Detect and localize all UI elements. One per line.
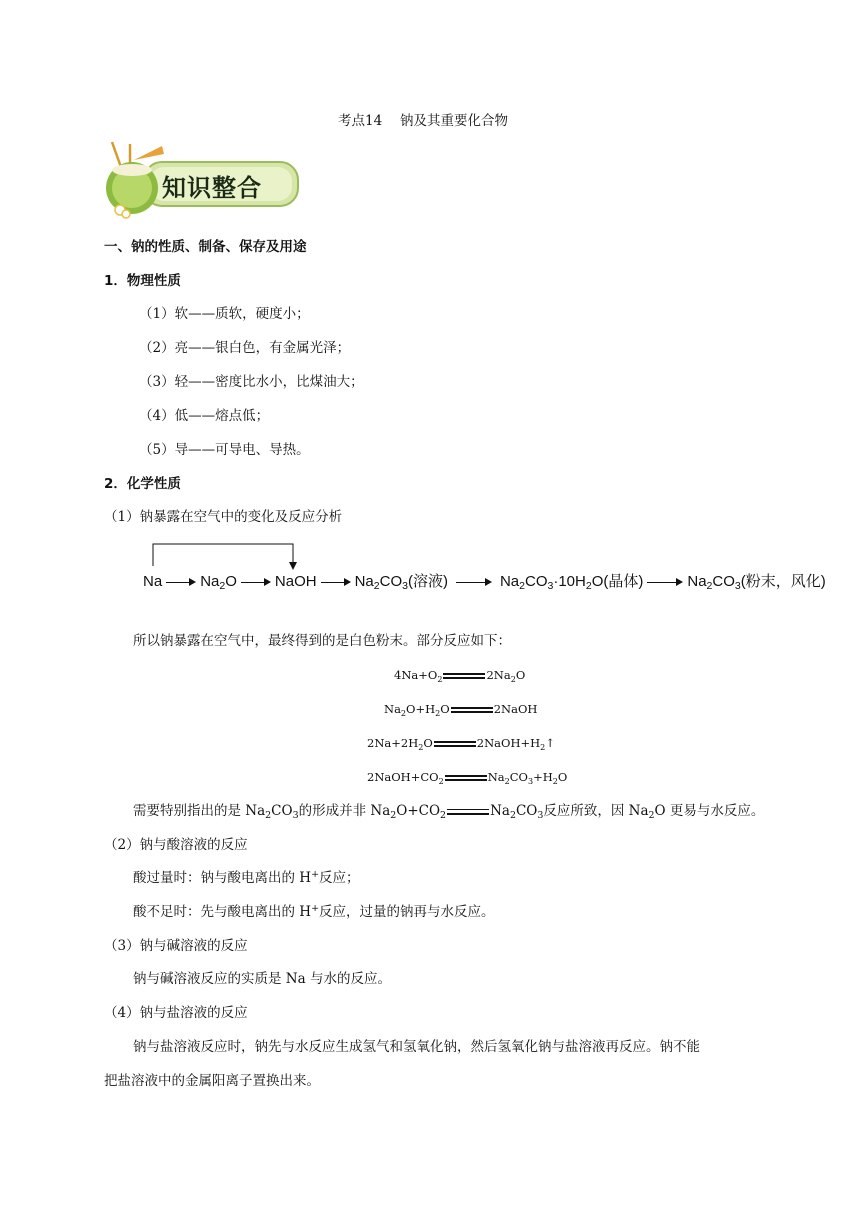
equals-sign bbox=[434, 740, 476, 748]
physical-item: （4）低——熔点低； bbox=[139, 408, 270, 424]
paragraph: 把盐溶液中的金属阳离子置换出来。 bbox=[104, 1073, 320, 1089]
chain-node: $Na_2CO_3$(溶液) bbox=[354, 573, 448, 592]
chain-node: $Na_2CO_3$(粉末，风化) bbox=[687, 573, 826, 592]
equals-sign bbox=[447, 808, 489, 816]
physical-item: （5）导——可导电、导热。 bbox=[139, 442, 310, 458]
section-heading: 一、钠的性质、制备、保存及用途 bbox=[104, 239, 307, 255]
chain-node: NaOH bbox=[274, 573, 317, 590]
equation: $2Na+2H_2O$ $2NaOH+H_2↑$ bbox=[367, 736, 555, 752]
subsection-heading: （4）钠与盐溶液的反应 bbox=[104, 1005, 248, 1021]
equals-sign bbox=[443, 672, 485, 680]
badge-label: 知识整合 bbox=[162, 174, 262, 202]
chain-bracket bbox=[150, 542, 293, 560]
arrow-icon bbox=[456, 577, 492, 587]
physical-item: （2）亮——银白色，有金属光泽； bbox=[139, 340, 351, 356]
equals-sign bbox=[451, 706, 493, 714]
physical-heading: 1．物理性质 bbox=[104, 273, 181, 289]
equals-sign bbox=[445, 774, 487, 782]
reaction-chain bbox=[143, 570, 826, 591]
note-text: 需要特别指出的是 $Na_2CO_3$的形成并非 $Na_2O+CO_2$ $Na_2CO_3$反应所致，因 $Na_2O$ 更易与水反应。 bbox=[133, 803, 765, 821]
page-title: 考点14 钠及其重要化合物 bbox=[338, 113, 508, 129]
knowledge-badge bbox=[104, 140, 304, 222]
subsection-heading: （3）钠与碱溶液的反应 bbox=[104, 938, 248, 954]
arrow-icon bbox=[321, 577, 351, 587]
chain-node: $Na_2CO_3\cdot 10H_2O$(晶体) bbox=[499, 573, 644, 592]
chain-node: Na bbox=[143, 573, 163, 590]
paragraph: 钠与碱溶液反应的实质是 Na 与水的反应。 bbox=[133, 971, 391, 987]
equation: $2NaOH+CO_2$ $Na_2CO_3+H_2O$ bbox=[367, 770, 568, 786]
arrow-icon bbox=[647, 577, 683, 587]
equation: $4Na+O_2$ $2Na_2O$ bbox=[394, 668, 526, 684]
physical-item: （1）软——质软，硬度小； bbox=[139, 306, 310, 322]
arrow-icon bbox=[241, 577, 271, 587]
paragraph: 钠与盐溶液反应时，钠先与水反应生成氢气和氢氧化钠，然后氢氧化钠与盐溶液再反应。钠不能 bbox=[133, 1039, 700, 1055]
paragraph: 酸不足时：先与酸电离出的 H+反应，过量的钠再与水反应。 bbox=[133, 903, 495, 920]
equation: $Na_2O+H_2O$ 2NaOH bbox=[384, 702, 538, 718]
paragraph: 酸过量时：钠与酸电离出的 H+反应； bbox=[133, 869, 360, 886]
physical-item: （3）轻——密度比水小，比煤油大； bbox=[139, 374, 364, 390]
subsection-heading: （2）钠与酸溶液的反应 bbox=[104, 837, 248, 853]
arrow-icon bbox=[166, 577, 196, 587]
chemical-heading: 2．化学性质 bbox=[104, 476, 181, 492]
chain-node: $Na_2O$ bbox=[200, 573, 237, 592]
summary-text: 所以钠暴露在空气中，最终得到的是白色粉末。部分反应如下： bbox=[133, 633, 511, 649]
subsection-heading: （1）钠暴露在空气中的变化及反应分析 bbox=[104, 509, 343, 525]
